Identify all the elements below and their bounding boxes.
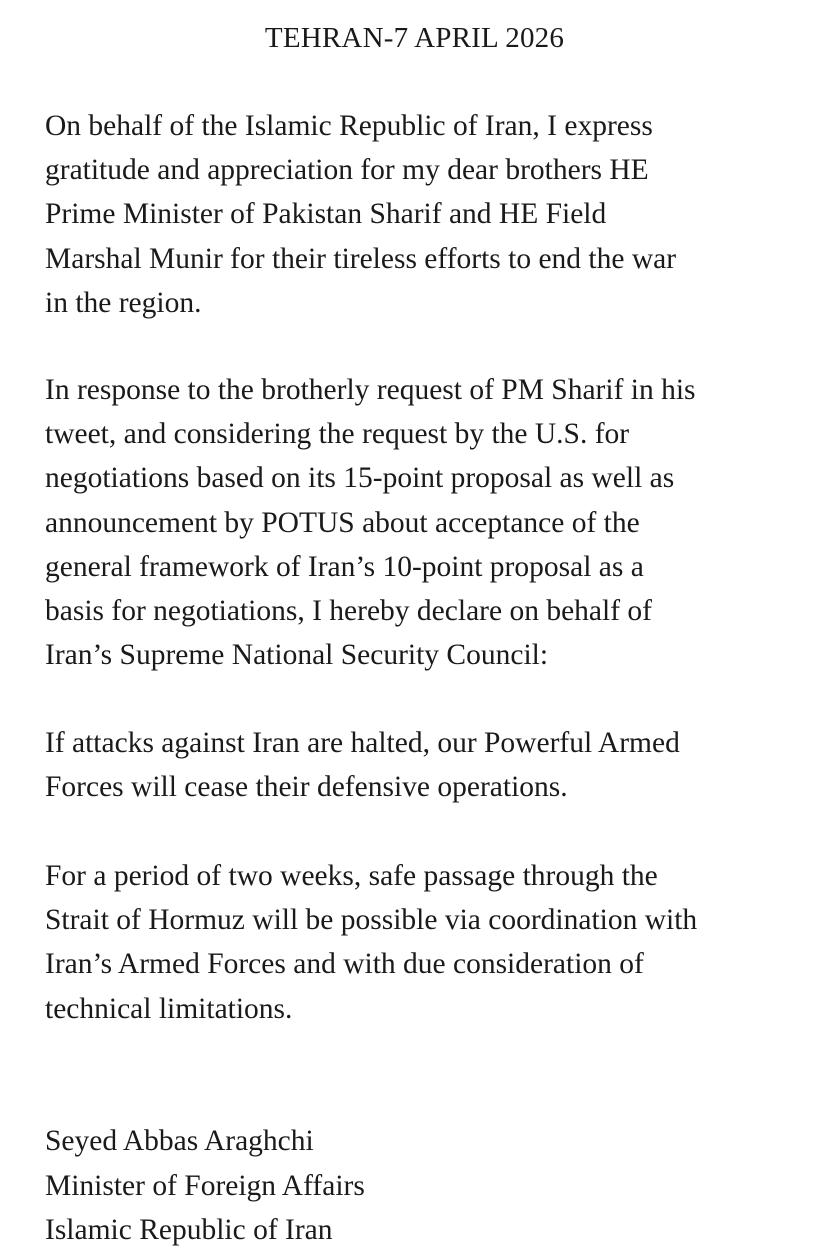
paragraph-ceasefire — [45, 721, 815, 809]
paragraph-gratitude — [45, 104, 815, 325]
paragraph-line: If attacks against Iran are halted, our Powerful Armed — [45, 727, 680, 759]
paragraph-line: technical limitations. — [45, 992, 293, 1025]
paragraph-line: tweet, and considering the request by the U.S. for — [45, 418, 630, 451]
paragraph-line: basis for negotiations, I hereby declare on behalf of — [45, 595, 652, 628]
signatory-organization: Islamic Republic of Iran — [45, 1214, 333, 1246]
paragraph-line: Strait of Hormuz will be possible via coordination with — [45, 904, 698, 937]
signatory-title: Minister of Foreign Affairs — [45, 1169, 365, 1202]
paragraph-line: announcement by POTUS about acceptance of the — [45, 506, 640, 539]
paragraph-hormuz — [45, 854, 815, 1031]
paragraph-line: Forces will cease their defensive operations. — [45, 771, 568, 804]
paragraph-line: Prime Minister of Pakistan Sharif and HE Field — [45, 198, 607, 231]
paragraph-line: On behalf of the Islamic Republic of Iran, I express — [45, 110, 653, 142]
paragraph-line: In response to the brotherly request of PM Sharif in his — [45, 374, 696, 406]
dateline: TEHRAN-7 APRIL 2026 — [264, 22, 565, 54]
paragraph-line: Iran’s Armed Forces and with due consideration of — [45, 948, 644, 981]
paragraph-declaration — [45, 368, 815, 677]
paragraph-line: For a period of two weeks, safe passage through the — [45, 860, 658, 892]
paragraph-line: general framework of Iran’s 10-point proposal as a — [45, 550, 644, 583]
signature-block — [45, 1119, 365, 1253]
signatory-name: Seyed Abbas Araghchi — [45, 1125, 314, 1157]
paragraph-line: gratitude and appreciation for my dear brothers HE — [45, 154, 649, 187]
paragraph-line: Iran’s Supreme National Security Council: — [45, 639, 549, 672]
paragraph-line: in the region. — [45, 286, 202, 319]
paragraph-line: negotiations based on its 15-point proposal as well as — [45, 462, 675, 495]
paragraph-line: Marshal Munir for their tireless efforts to end the war — [45, 242, 677, 275]
